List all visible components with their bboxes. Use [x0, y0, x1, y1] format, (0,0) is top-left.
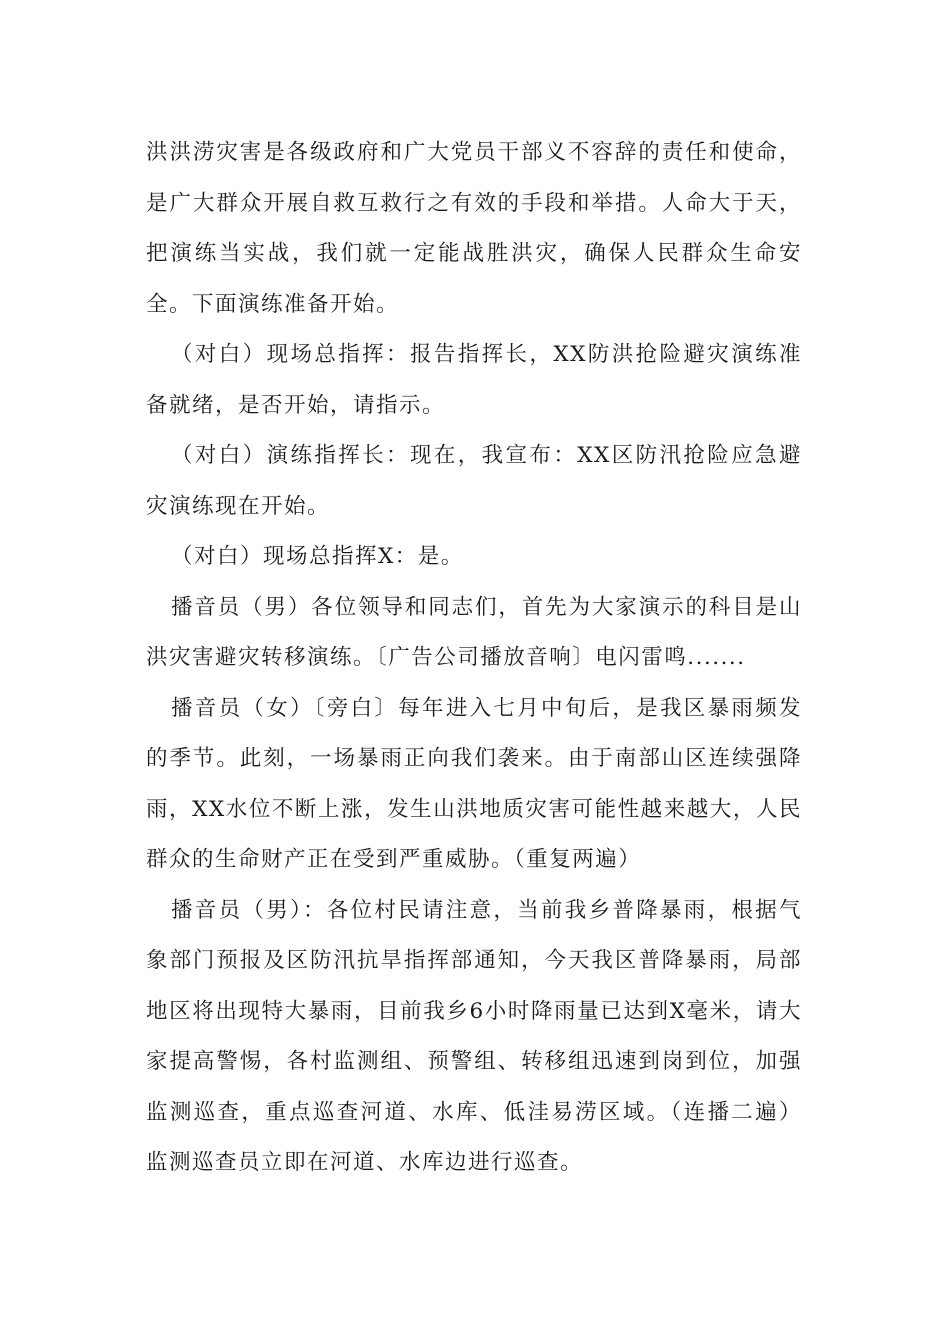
paragraph-announcer-male-alert: 播音员（男）：各位村民请注意，当前我乡普降暴雨，根据气象部门预报及区防汛抗旱指挥部通知，今天我区普降暴雨，局部地区将出现特大暴雨，目前我乡6小时降雨量已达到X毫米，请大家提高警惕，各村监测组、预警组、转移组迅速到岗到位，加强监测巡查，重点巡查河道、水库、低洼易涝区域。（连播二遍）监测巡查员立即在河道、水库边进行巡查。 [146, 897, 802, 1175]
paragraph-intro: 洪洪涝灾害是各级政府和广大党员干部义不容辞的责任和使命，是广大群众开展自救互救行之有效的手段和举措。人命大于天，把演练当实战，我们就一定能战胜洪灾，确保人民群众生命安全。下面演练准备开始。 [146, 140, 802, 317]
paragraph-announcer-female-narration: 播音员（女）〔旁白〕每年进入七月中旬后，是我区暴雨频发的季节。此刻，一场暴雨正向我们袭来。由于南部山区连续强降雨，XX水位不断上涨，发生山洪地质灾害可能性越来越大，人民群众的生命财产正在受到严重威胁。（重复两遍） [146, 695, 802, 872]
document-body [146, 128, 802, 1189]
paragraph-announcer-male-intro: 播音员（男）各位领导和同志们，首先为大家演示的科目是山洪灾害避灾转移演练。〔广告公司播放音响〕电闪雷鸣....... [146, 594, 802, 670]
paragraph-dialogue-drill-start: （对白）演练指挥长：现在，我宣布：XX区防汛抢险应急避灾演练现在开始。 [146, 443, 802, 519]
paragraph-dialogue-confirm: （对白）现场总指挥X：是。 [171, 544, 464, 569]
paragraph-dialogue-commander-report: （对白）现场总指挥：报告指挥长，XX防洪抢险避灾演练准备就绪，是否开始，请指示。 [146, 342, 802, 418]
